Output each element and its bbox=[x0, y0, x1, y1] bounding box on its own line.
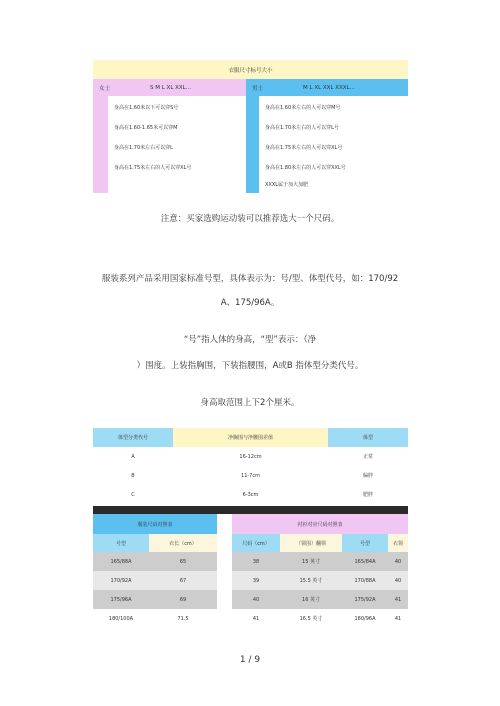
female-row: 身高在1.70米左右可以穿L bbox=[114, 144, 173, 151]
clothing-size-title: 服装尺码对照表 bbox=[93, 514, 217, 534]
clothing-size-cell: 170/92A bbox=[93, 571, 149, 590]
standard-paragraph-line2: A、175/96A。 bbox=[220, 298, 280, 308]
dark-divider-bar bbox=[93, 506, 408, 514]
male-row: 身高在1.60米左右的人可以穿M号 bbox=[265, 104, 341, 111]
clothing-size-table bbox=[93, 514, 217, 630]
shirt-size-cell: 38 bbox=[232, 552, 280, 571]
shirt-size-cell: 40 bbox=[388, 571, 408, 590]
size-chart-table bbox=[93, 60, 408, 193]
body-type-header-diff: 净胸围与净腰围差值 bbox=[173, 428, 328, 447]
male-row: 身高在1.75米左右的人可以穿XL号 bbox=[265, 144, 343, 151]
body-type-cell: C bbox=[131, 491, 135, 498]
shirt-size-cell: 41 bbox=[394, 615, 402, 622]
note-text: 注意：买家选购运动装可以推荐选大一个尺码。 bbox=[160, 214, 340, 224]
body-type-cell: 6-3cm bbox=[242, 491, 259, 498]
shirt-size-cell: 41 bbox=[388, 590, 408, 609]
male-side-bar bbox=[246, 96, 259, 193]
definition-paragraph-line1: “号”指人体的身高，“型”表示：（净 bbox=[183, 335, 317, 345]
body-type-header-type: 体型 bbox=[328, 428, 408, 447]
clothing-size-cell: 175/96A bbox=[93, 590, 149, 609]
shirt-size-header: 号型 bbox=[342, 534, 388, 552]
body-type-cell: A bbox=[131, 453, 135, 460]
body-type-header-code: 体型分类代号 bbox=[93, 428, 173, 447]
definition-paragraph-line2: ）围度。上装指胸围，下装指腰围，A或B 指体型分类代号。 bbox=[136, 361, 364, 371]
male-header bbox=[246, 79, 408, 96]
female-label: 女士 bbox=[99, 85, 111, 92]
shirt-size-header: 衣领 bbox=[388, 534, 408, 552]
shirt-size-cell: 16 英寸 bbox=[280, 590, 342, 609]
clothing-size-cell: 65 bbox=[149, 552, 217, 571]
shirt-size-cell: 16.5 英寸 bbox=[299, 616, 323, 622]
shirt-size-cell: 170/88A bbox=[342, 571, 388, 590]
female-row: 身高在1.60米以下可以穿S号 bbox=[114, 104, 179, 111]
shirt-size-cell: 41 bbox=[252, 615, 260, 622]
male-row: 身高在1.80米左右的人可以穿XXL号 bbox=[265, 164, 346, 171]
shirt-size-cell: 40 bbox=[388, 552, 408, 571]
clothing-size-header: 衣长（cm） bbox=[149, 534, 217, 552]
shirt-size-cell: 175/92A bbox=[342, 590, 388, 609]
shirt-size-cell: 15.5 英寸 bbox=[280, 571, 342, 590]
male-label: 男士 bbox=[252, 85, 264, 92]
body-type-cell: B bbox=[131, 472, 135, 479]
female-sizes: S M L XL XXL... bbox=[150, 84, 191, 91]
male-sizes: M L XL XXL XXXL... bbox=[303, 84, 355, 91]
size-chart-title: 衣服尺寸标号大小 bbox=[93, 60, 408, 79]
clothing-size-cell: 67 bbox=[149, 571, 217, 590]
shirt-size-cell: 40 bbox=[232, 590, 280, 609]
body-type-table bbox=[93, 428, 408, 506]
clothing-size-header: 号型 bbox=[93, 534, 149, 552]
shirt-size-cell: 165/84A bbox=[342, 552, 388, 571]
clothing-size-cell: 71.5 bbox=[177, 615, 189, 622]
height-range-text: 身高取范围上下2个厘米。 bbox=[200, 398, 300, 408]
body-type-cell: 正常 bbox=[362, 454, 373, 460]
body-type-cell: 11-7cm bbox=[241, 472, 260, 479]
body-type-cell: 肥胖 bbox=[362, 492, 373, 498]
male-row: 身高在1.70米左右的人可以穿L号 bbox=[265, 124, 339, 131]
clothing-size-cell: 165/88A bbox=[93, 552, 149, 571]
shirt-size-title: 衬衫对应尺码对照表 bbox=[232, 514, 408, 534]
standard-paragraph-line1: 服装系列产品采用国家标准号型，具体表示为：号/型、体型代号，如：170/92 bbox=[101, 274, 399, 284]
male-row: XXXL属于加大加肥 bbox=[265, 182, 309, 188]
clothing-size-cell: 180/100A bbox=[108, 615, 134, 622]
shirt-size-header: （领围）翻领 bbox=[280, 534, 342, 552]
female-row: 身高在1.75米左右的人可以穿XL号 bbox=[114, 164, 192, 171]
female-side-bar bbox=[93, 96, 108, 193]
shirt-size-header: 尺码（cm） bbox=[232, 534, 280, 552]
body-type-cell: 16-12cm bbox=[239, 453, 262, 460]
shirt-size-table bbox=[232, 514, 408, 630]
female-row: 身高在1.60-1.65米可以穿M bbox=[114, 124, 178, 131]
page-number: 1 / 9 bbox=[239, 655, 261, 665]
shirt-size-cell: 15 英寸 bbox=[280, 552, 342, 571]
body-type-cell: 偏胖 bbox=[362, 473, 373, 479]
shirt-size-cell: 39 bbox=[232, 571, 280, 590]
shirt-size-cell: 180/96A bbox=[354, 615, 376, 622]
clothing-size-cell: 69 bbox=[149, 590, 217, 609]
female-header bbox=[93, 79, 246, 96]
